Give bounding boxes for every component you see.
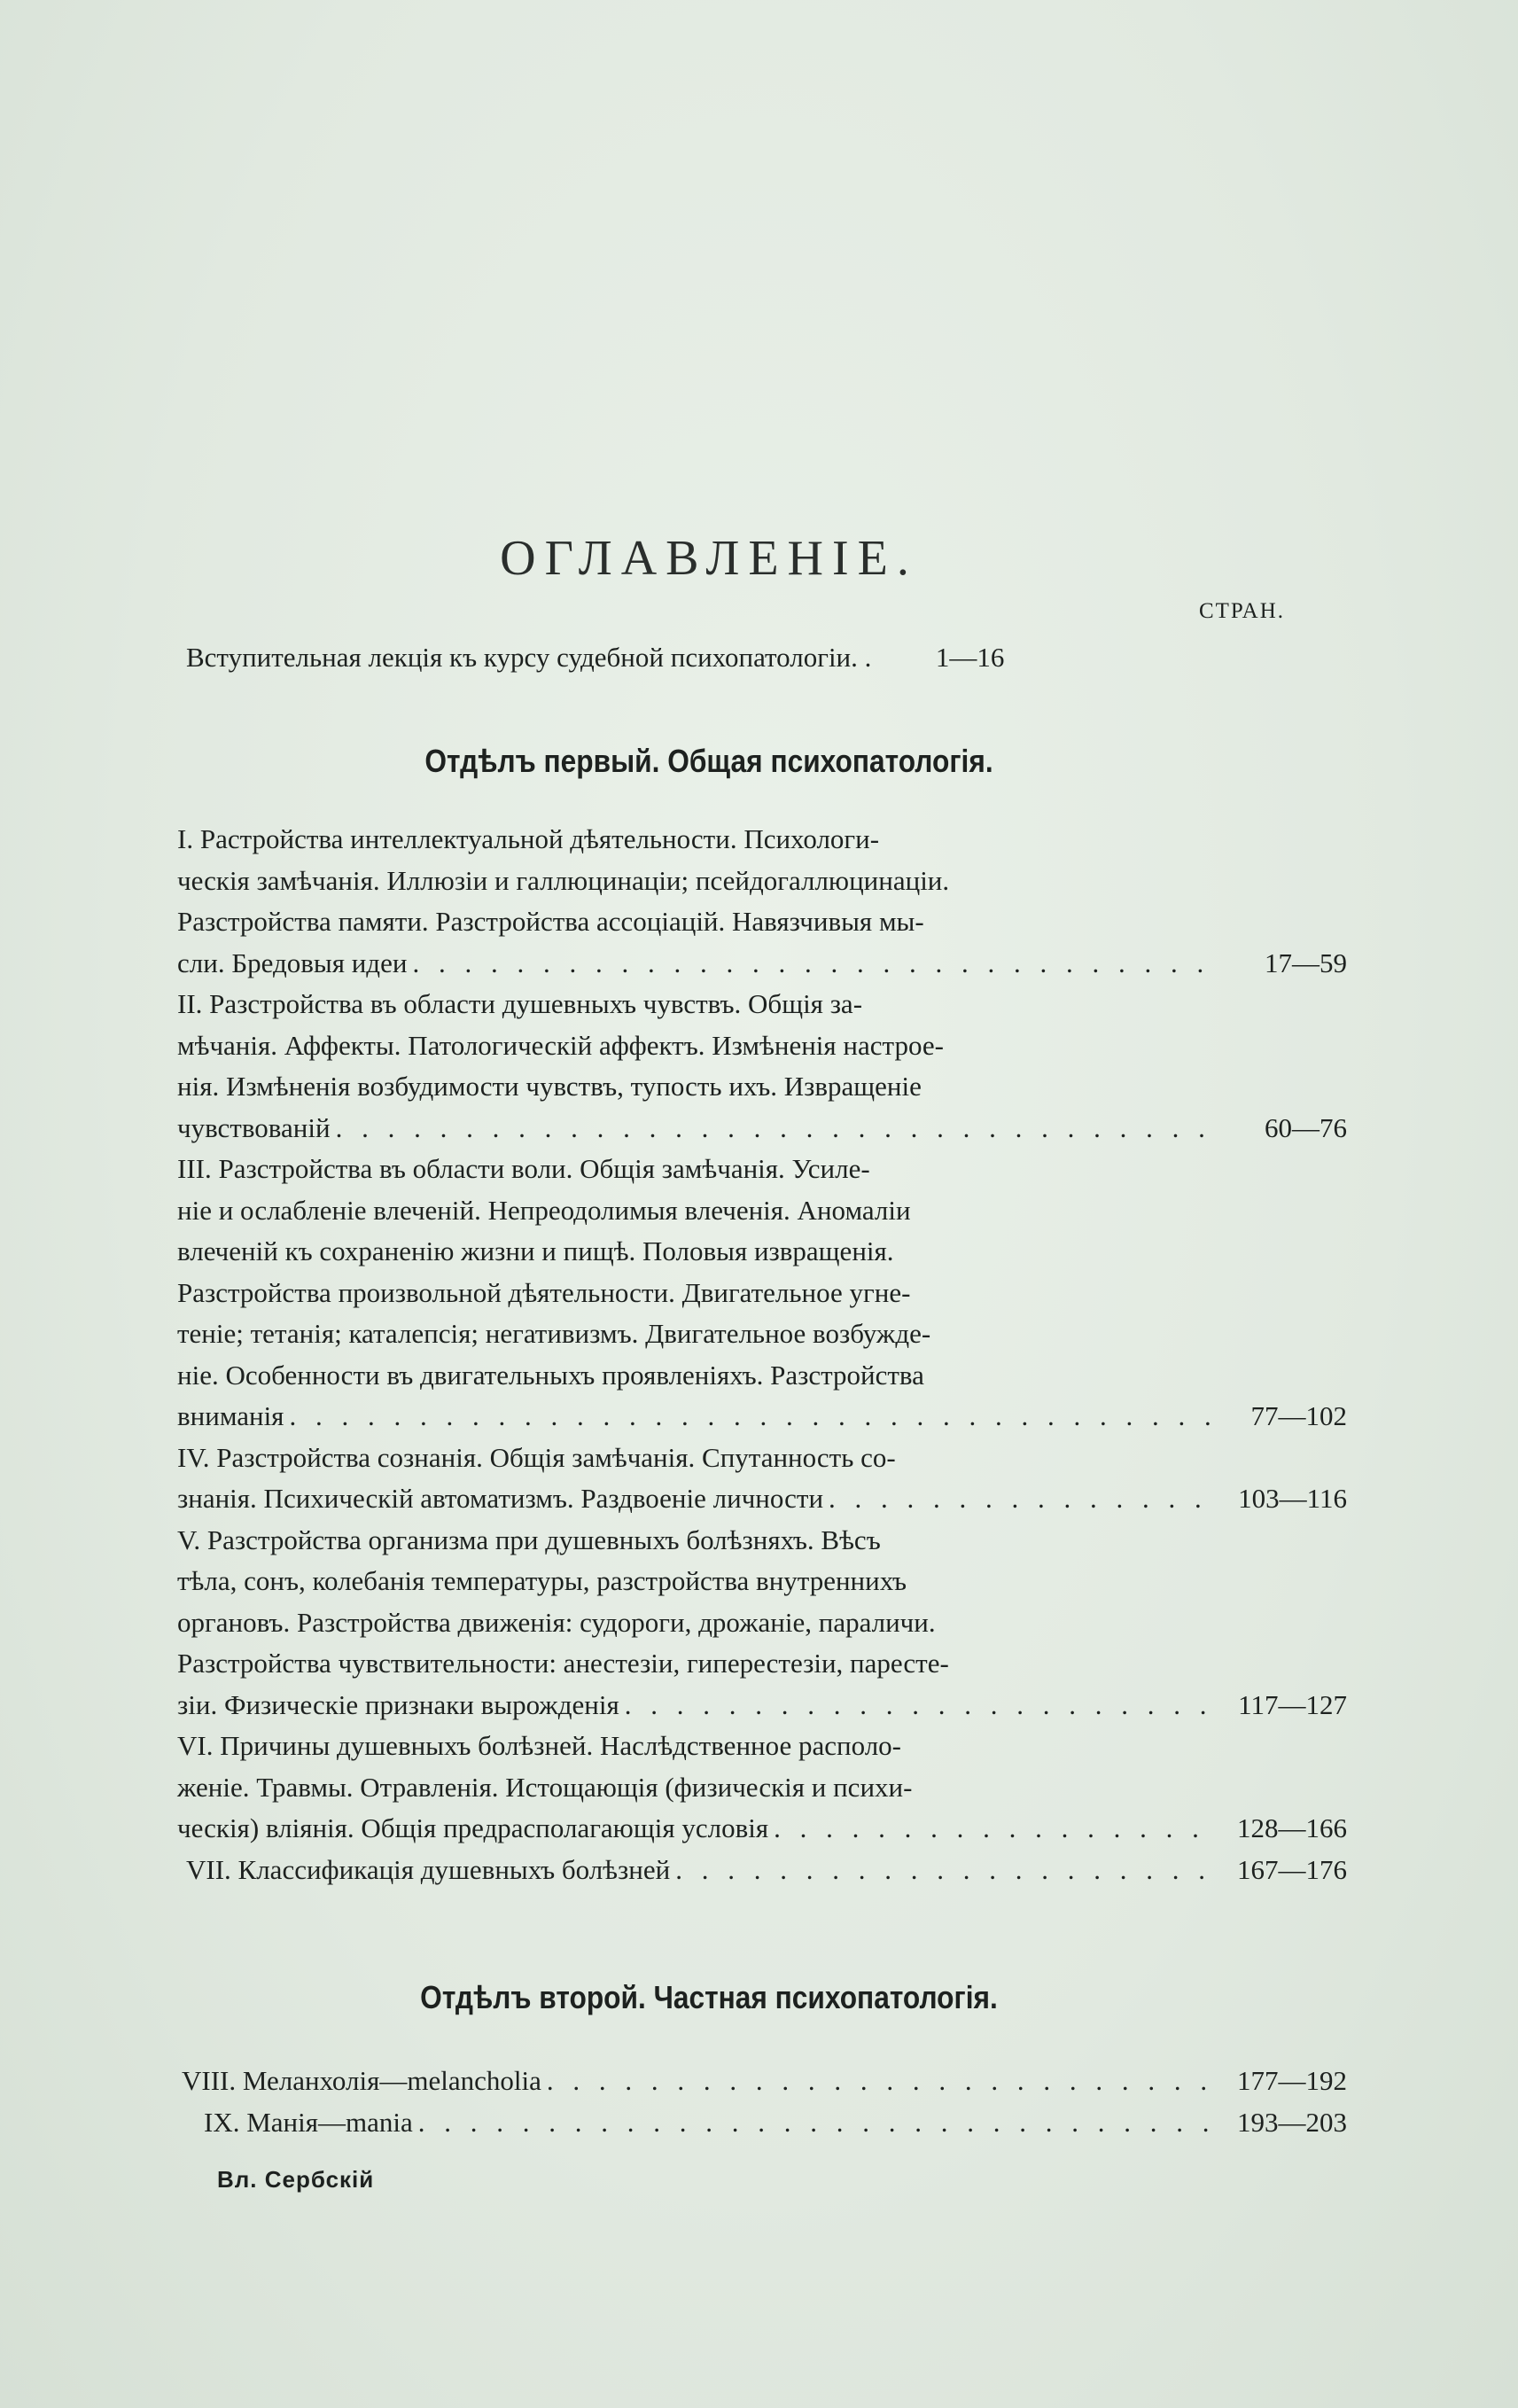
toc-chapter-9 xyxy=(177,2102,1347,2144)
chapter-pages: 128—166 xyxy=(1237,1812,1347,1843)
toc-chapter-2 xyxy=(177,984,1347,1149)
toc-entry-text: Вступительная лекція къ курсу судебной психопатологіи. . xyxy=(186,642,872,673)
chapter-pages: 17—59 xyxy=(1265,947,1347,978)
chapter-line: ческія замѣчанія. Иллюзіи и галлюцинаціи; псейдогаллюцинаціи. xyxy=(177,864,950,896)
toc-chapter-7 xyxy=(177,1850,1347,1891)
toc-chapter-3 xyxy=(177,1149,1347,1438)
toc-chapter-1 xyxy=(177,819,1347,984)
chapter-line: нія. Измѣненія возбудимости чувствъ, тупость ихъ. Извращеніе xyxy=(177,1071,922,1102)
chapter-pages: 103—116 xyxy=(1238,1483,1347,1514)
chapter-pages: 167—176 xyxy=(1237,1853,1347,1885)
chapter-line: мѣчанія. Аффекты. Патологическій аффектъ. Измѣненія настрое- xyxy=(177,1029,944,1061)
chapter-line: знанія. Психическій автоматизмъ. Раздвоеніе личности xyxy=(177,1483,824,1514)
chapter-pages: 117—127 xyxy=(1238,1688,1347,1720)
chapter-line: вниманія xyxy=(177,1400,284,1431)
chapter-pages: 193—203 xyxy=(1237,2106,1347,2138)
chapter-line: II. Разстройства въ области душевныхъ чувствъ. Общія за- xyxy=(177,988,863,1019)
toc-chapter-5 xyxy=(177,1520,1347,1726)
toc-chapters-part2 xyxy=(177,2061,1347,2143)
chapter-line: Разстройства произвольной дѣятельности. Двигательное угне- xyxy=(177,1276,911,1308)
toc-chapters-part1 xyxy=(177,819,1347,1890)
chapter-line: чувствованій xyxy=(177,1111,331,1143)
toc-chapter-4 xyxy=(177,1438,1347,1520)
page-title: ОГЛАВЛЕНІЕ. xyxy=(500,531,918,586)
chapter-line: IV. Разстройства сознанія. Общія замѣчанія. Спутанность со- xyxy=(177,1441,896,1473)
chapter-line: ніе и ослабленіе влеченій. Непреодолимыя влеченія. Аномаліи xyxy=(177,1194,911,1226)
toc-entry-intro xyxy=(186,642,1338,682)
chapter-line: IX. Манія—mania xyxy=(204,2106,413,2138)
chapter-line: органовъ. Разстройства движенія: судороги, дрожаніе, параличи. xyxy=(177,1606,936,1638)
author-signature: Вл. Сербскій xyxy=(217,2166,375,2193)
chapter-line: I. Растройства интеллектуальной дѣятельности. Психологи- xyxy=(177,823,880,854)
chapter-line: VII. Классификація душевныхъ болѣзней xyxy=(186,1853,671,1885)
chapter-line: III. Разстройства въ области воли. Общія замѣчанія. Усиле- xyxy=(177,1153,870,1184)
section-title-part2: Отдѣлъ второй. Частная психопатологія. xyxy=(420,1979,998,2015)
chapter-line: зіи. Физическіе признаки вырожденія xyxy=(177,1688,619,1720)
pages-column-label: СТРАН. xyxy=(1198,599,1285,623)
chapter-line: VIII. Меланхолія—melancholia xyxy=(182,2065,541,2096)
chapter-line: влеченій къ сохраненію жизни и пищѣ. Половыя извращенія. xyxy=(177,1235,894,1266)
section-title-part1: Отдѣлъ первый. Общая психопатологія. xyxy=(424,743,993,779)
chapter-line: V. Разстройства организма при душевныхъ болѣзняхъ. Вѣсъ xyxy=(177,1524,881,1555)
chapter-line: ческія) вліянія. Общія предрасполагающія условія xyxy=(177,1812,769,1843)
chapter-line: VI. Причины душевныхъ болѣзней. Наслѣдственное располо- xyxy=(177,1730,902,1761)
chapter-line: сли. Бредовыя идеи xyxy=(177,947,408,978)
toc-chapter-8 xyxy=(177,2061,1347,2102)
toc-entry-pages: 1—16 xyxy=(935,642,1005,673)
chapter-line: Разстройства чувствительности: анестезіи, гиперестезіи, паресте- xyxy=(177,1648,949,1679)
toc-chapter-6 xyxy=(177,1726,1347,1850)
chapter-line: ніе. Особенности въ двигательныхъ проявленіяхъ. Разстройства xyxy=(177,1359,924,1391)
chapter-pages: 177—192 xyxy=(1237,2065,1347,2096)
chapter-line: женіе. Травмы. Отравленія. Истощающія (физическія и психи- xyxy=(177,1771,913,1803)
chapter-line: теніе; тетанія; каталепсія; негативизмъ. Двигательное возбужде- xyxy=(177,1318,931,1349)
chapter-line: тѣла, сонъ, колебанія температуры, разстройства внутреннихъ xyxy=(177,1565,907,1596)
chapter-pages: 60—76 xyxy=(1265,1111,1347,1143)
chapter-line: Разстройства памяти. Разстройства ассоціацій. Навязчивыя мы- xyxy=(177,906,924,937)
chapter-pages: 77—102 xyxy=(1250,1400,1347,1431)
